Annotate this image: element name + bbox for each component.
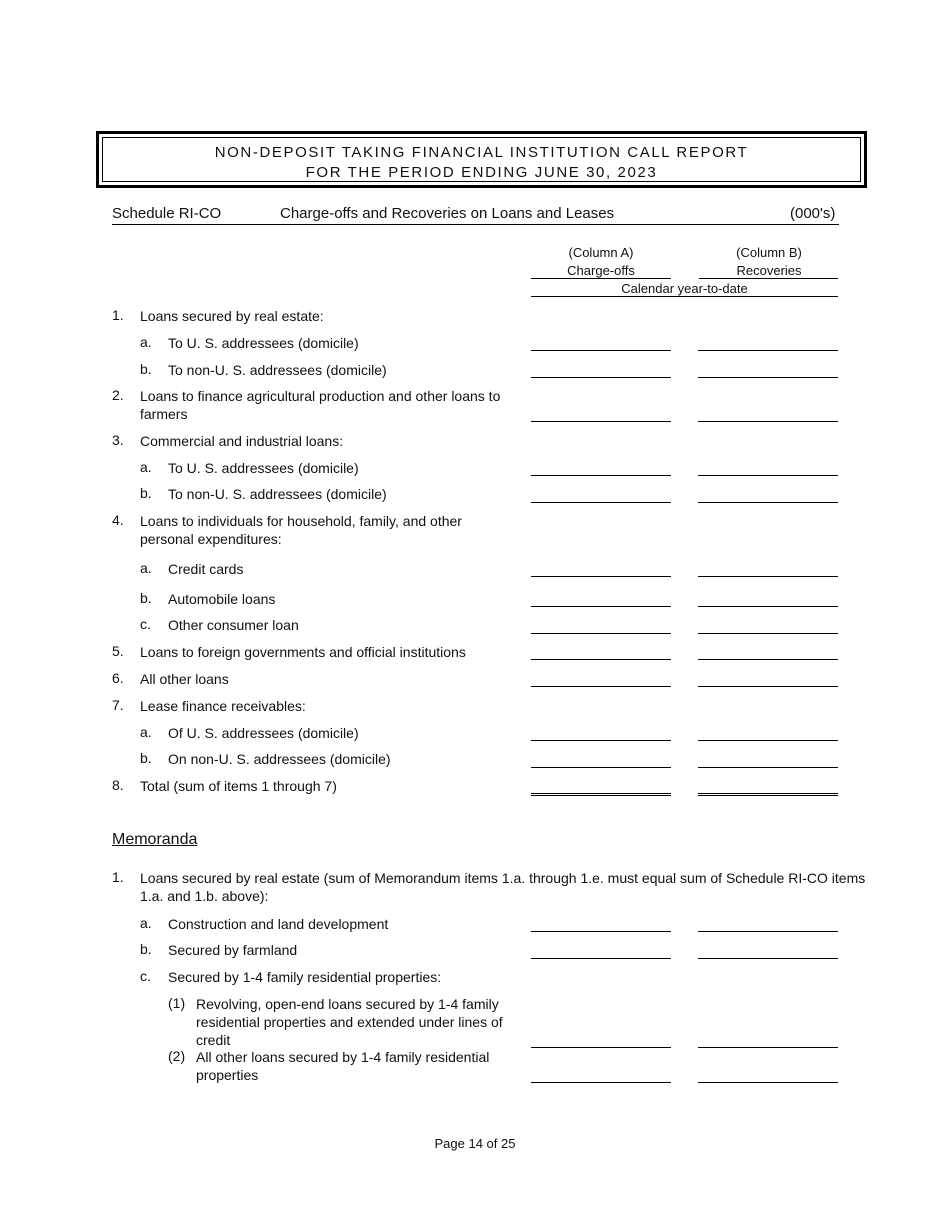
recoveries-field[interactable] <box>698 1082 838 1083</box>
item-text: farmers <box>140 406 188 422</box>
recoveries-field[interactable] <box>698 633 838 634</box>
item-text: Total (sum of items 1 through 7) <box>140 778 337 794</box>
item-number: a. <box>140 915 152 931</box>
charge-offs-field[interactable] <box>531 686 671 687</box>
item-number: b. <box>140 590 152 606</box>
item-text: Automobile loans <box>168 591 276 607</box>
charge-offs-field[interactable] <box>531 740 671 741</box>
item-text: Secured by 1-4 family residential properties: <box>168 969 442 985</box>
item-number: a. <box>140 560 152 576</box>
item-number: 7. <box>112 697 124 713</box>
item-text: To U. S. addressees (domicile) <box>168 335 359 351</box>
item-number: 5. <box>112 643 124 659</box>
item-text: Loans to individuals for household, family, and other <box>140 513 462 529</box>
item-text: On non-U. S. addressees (domicile) <box>168 751 391 767</box>
charge-offs-field[interactable] <box>531 576 671 577</box>
period-rule <box>531 296 838 297</box>
item-text: Secured by farmland <box>168 942 298 958</box>
recoveries-field[interactable] <box>698 350 838 351</box>
recoveries-field[interactable] <box>698 686 838 687</box>
item-number: b. <box>140 750 152 766</box>
schedule-title: Charge-offs and Recoveries on Loans and Leases <box>280 205 615 222</box>
item-text: Credit cards <box>168 561 244 577</box>
charge-offs-field[interactable] <box>531 659 671 660</box>
item-number: 3. <box>112 432 124 448</box>
item-text: Other consumer loan <box>168 617 299 633</box>
column-a-rule <box>531 278 671 279</box>
item-text: Loans to foreign governments and official institutions <box>140 644 466 660</box>
item-number: 1. <box>112 869 124 885</box>
item-text: To non-U. S. addressees (domicile) <box>168 486 387 502</box>
memoranda-heading: Memoranda <box>112 831 198 848</box>
page-number: Page 14 of 25 <box>434 1136 516 1151</box>
item-text: Of U. S. addressees (domicile) <box>168 725 359 741</box>
charge-offs-field[interactable] <box>531 606 671 607</box>
item-number: a. <box>140 724 152 740</box>
item-text: Lease finance receivables: <box>140 698 306 714</box>
schedule-units: (000's) <box>790 205 836 222</box>
item-number: c. <box>140 616 151 632</box>
report-title: NON-DEPOSIT TAKING FINANCIAL INSTITUTION CALL REPORT <box>214 144 749 161</box>
recoveries-field[interactable] <box>698 1047 838 1048</box>
item-text: Loans to finance agricultural production and other loans to <box>140 388 501 404</box>
recoveries-field[interactable] <box>698 377 838 378</box>
item-text: Loans secured by real estate: <box>140 308 324 324</box>
item-text: personal expenditures: <box>140 531 282 547</box>
recoveries-field[interactable] <box>698 958 838 959</box>
total-charge-offs-field[interactable] <box>531 793 671 796</box>
charge-offs-field[interactable] <box>531 1082 671 1083</box>
recoveries-field[interactable] <box>698 931 838 932</box>
recoveries-field[interactable] <box>698 502 838 503</box>
item-text: Commercial and industrial loans: <box>140 433 344 449</box>
column-a-name: Charge-offs <box>567 263 635 278</box>
item-number: b. <box>140 361 152 377</box>
charge-offs-field[interactable] <box>531 377 671 378</box>
item-text: All other loans secured by 1-4 family residential <box>196 1049 490 1065</box>
item-number: b. <box>140 941 152 957</box>
item-text: All other loans <box>140 671 229 687</box>
charge-offs-field[interactable] <box>531 931 671 932</box>
item-number: 6. <box>112 670 124 686</box>
column-b-rule <box>699 278 838 279</box>
recoveries-field[interactable] <box>698 767 838 768</box>
item-number: (1) <box>168 995 186 1011</box>
recoveries-field[interactable] <box>698 576 838 577</box>
report-title-inner <box>102 137 861 182</box>
recoveries-field[interactable] <box>698 475 838 476</box>
item-text: Construction and land development <box>168 916 389 932</box>
charge-offs-field[interactable] <box>531 475 671 476</box>
charge-offs-field[interactable] <box>531 350 671 351</box>
item-number: 2. <box>112 387 124 403</box>
column-b-name: Recoveries <box>736 263 802 278</box>
charge-offs-field[interactable] <box>531 958 671 959</box>
item-text: To non-U. S. addressees (domicile) <box>168 362 387 378</box>
charge-offs-field[interactable] <box>531 502 671 503</box>
item-number: a. <box>140 334 152 350</box>
report-period: FOR THE PERIOD ENDING JUNE 30, 2023 <box>305 164 658 181</box>
item-number: 8. <box>112 777 124 793</box>
report-title-box <box>96 131 867 188</box>
total-recoveries-field[interactable] <box>698 793 838 796</box>
item-text: properties <box>196 1067 259 1083</box>
item-number: (2) <box>168 1048 186 1064</box>
item-text: Loans secured by real estate (sum of Memorandum items 1.a. through 1.e. must equal sum of Schedule RI-CO items <box>140 870 866 886</box>
column-a-label: (Column A) <box>568 245 634 260</box>
charge-offs-field[interactable] <box>531 1047 671 1048</box>
schedule-label: Schedule RI-CO <box>112 205 222 222</box>
recoveries-field[interactable] <box>698 740 838 741</box>
charge-offs-field[interactable] <box>531 767 671 768</box>
column-b-label: (Column B) <box>736 245 802 260</box>
item-number: c. <box>140 968 151 984</box>
item-number: 1. <box>112 307 124 323</box>
charge-offs-field[interactable] <box>531 633 671 634</box>
item-text: 1.a. and 1.b. above): <box>140 888 269 904</box>
recoveries-field[interactable] <box>698 659 838 660</box>
item-text: To U. S. addressees (domicile) <box>168 460 359 476</box>
recoveries-field[interactable] <box>698 421 838 422</box>
charge-offs-field[interactable] <box>531 421 671 422</box>
item-text: Revolving, open-end loans secured by 1-4 family <box>196 996 499 1012</box>
item-number: b. <box>140 485 152 501</box>
period-label: Calendar year-to-date <box>621 281 748 296</box>
recoveries-field[interactable] <box>698 606 838 607</box>
item-text: residential properties and extended under lines of <box>196 1014 503 1030</box>
item-number: 4. <box>112 512 124 528</box>
item-text: credit <box>196 1032 231 1048</box>
item-number: a. <box>140 459 152 475</box>
schedule-rule <box>112 224 839 225</box>
